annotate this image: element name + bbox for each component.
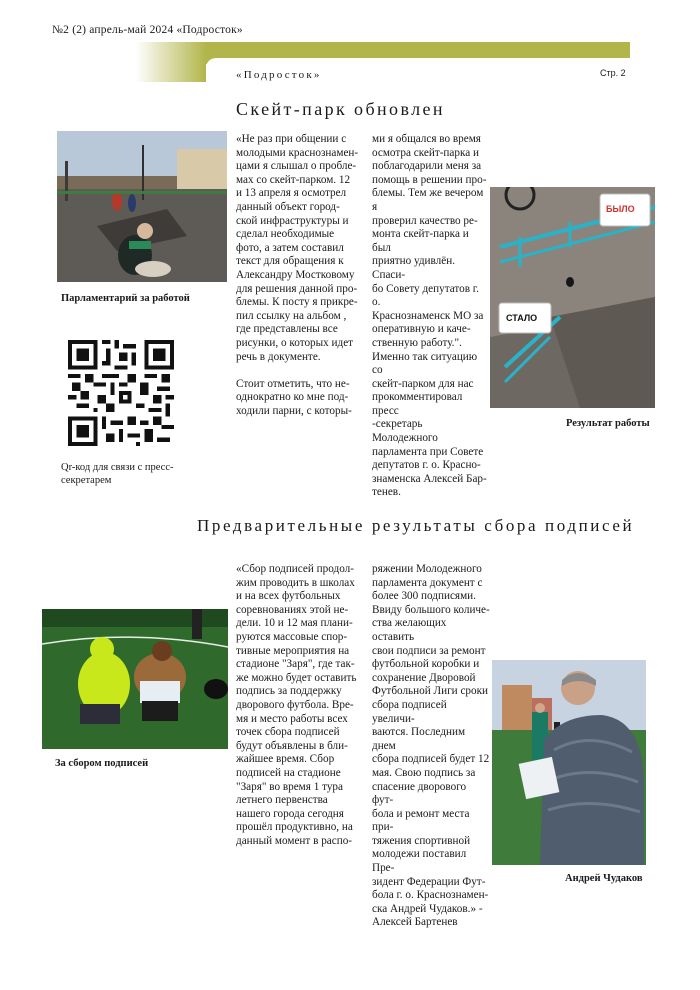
photo-parliamentarian	[57, 131, 227, 282]
article2-column-2: ряжении Молодежного парламента документ с более 300 подписями. Ввиду большого количе- ства желающих оставить свои подписи за ремонт футбольной коробки и сохранение Дворовой Футбольной Лиги сроки сбора подписей увеличи- ваются. Последним днем сбора подписей будет 12 мая. Свою подпись за спасение дворового фут- бола и ремонт места при- тяжения спортивной молодежи поставил Пре- зидент Федерации Фут- бола г. о. Краснознамен- ска Андрей Чудаков.» - Алексей Бартенев	[372, 563, 490, 929]
article1-column-1: «Не раз при общении с молодыми краснознамен- цами я слышал о пробле- мах со скейт-парком. 12 и 13 апреля я осмотрел данный объект город- ской инфраструктуры и сделал необходимые фото, а затем составил текст для обращения к Александру Мостковому для решения данной про- блемы. К посту я прикре- пил ссылку на альбом , где представлены все рисунки, о которых идет речь в документе. Стоит отметить, что не- однократно ко мне под- ходили парни, с которы-	[236, 133, 359, 417]
label-before: БЫЛО	[606, 204, 635, 214]
photo-signature-collection	[42, 609, 228, 749]
photo-caption-result: Результат работы	[566, 418, 650, 429]
label-after: СТАЛО	[506, 313, 538, 323]
photo-caption-signature-collection: За сбором подписей	[55, 758, 149, 769]
running-title: «Подросток»	[236, 69, 322, 81]
photo-result	[490, 187, 655, 408]
photo-andrey-chudakov	[492, 660, 646, 865]
page-number: Стр. 2	[600, 68, 626, 78]
article2-column-1: «Сбор подписей продол- жим проводить в школах и на всех футбольных соревнованиях этой не- дели. 10 и 12 мая плани- руются массовые спор- тивные мероприятия на стадионе "Заря", где так- же можно будет оставить подпись за поддержку дворового футбола. Вре- мя и место работы всех точек сбора подписей будут объявлены в бли- жайшее время. Сбор подписей на стадионе "Заря" во время 1 тура летнего первенства нашего города сегодня прошёл продуктивно, на данный момент в распо-	[236, 563, 357, 847]
photo-caption-parliamentarian: Парламентарий за работой	[61, 293, 190, 304]
article1-column-2: ми я общался во время осмотра скейт-парка и поблагодарили меня за помощь в решении про- блемы. Тем же вечером я проверил качество ре- монта скейт-парка и был приятно удивлён. Спаси- бо Совету депутатов г. о. Краснознаменск МО за оперативную и каче- ственную работу.". Именно так ситуацию со скейт-парком для нас прокомментировал пресс -секретарь Молодежного парламента при Совете депутатов г. о. Красно- знаменска Алексей Бар- тенев.	[372, 133, 487, 499]
qr-caption: Qr-код для связи с пресс- секретарем	[61, 462, 174, 486]
qr-code[interactable]	[68, 340, 174, 446]
issue-line: №2 (2) апрель-май 2024 «Подросток»	[52, 24, 243, 36]
header-band-fade	[136, 42, 206, 82]
photo-caption-andrey-chudakov: Андрей Чудаков	[565, 873, 643, 884]
article-title-signatures: Предварительные результаты сбора подписей	[197, 516, 635, 535]
article-title-skatepark: Скейт-парк обновлен	[236, 99, 445, 119]
